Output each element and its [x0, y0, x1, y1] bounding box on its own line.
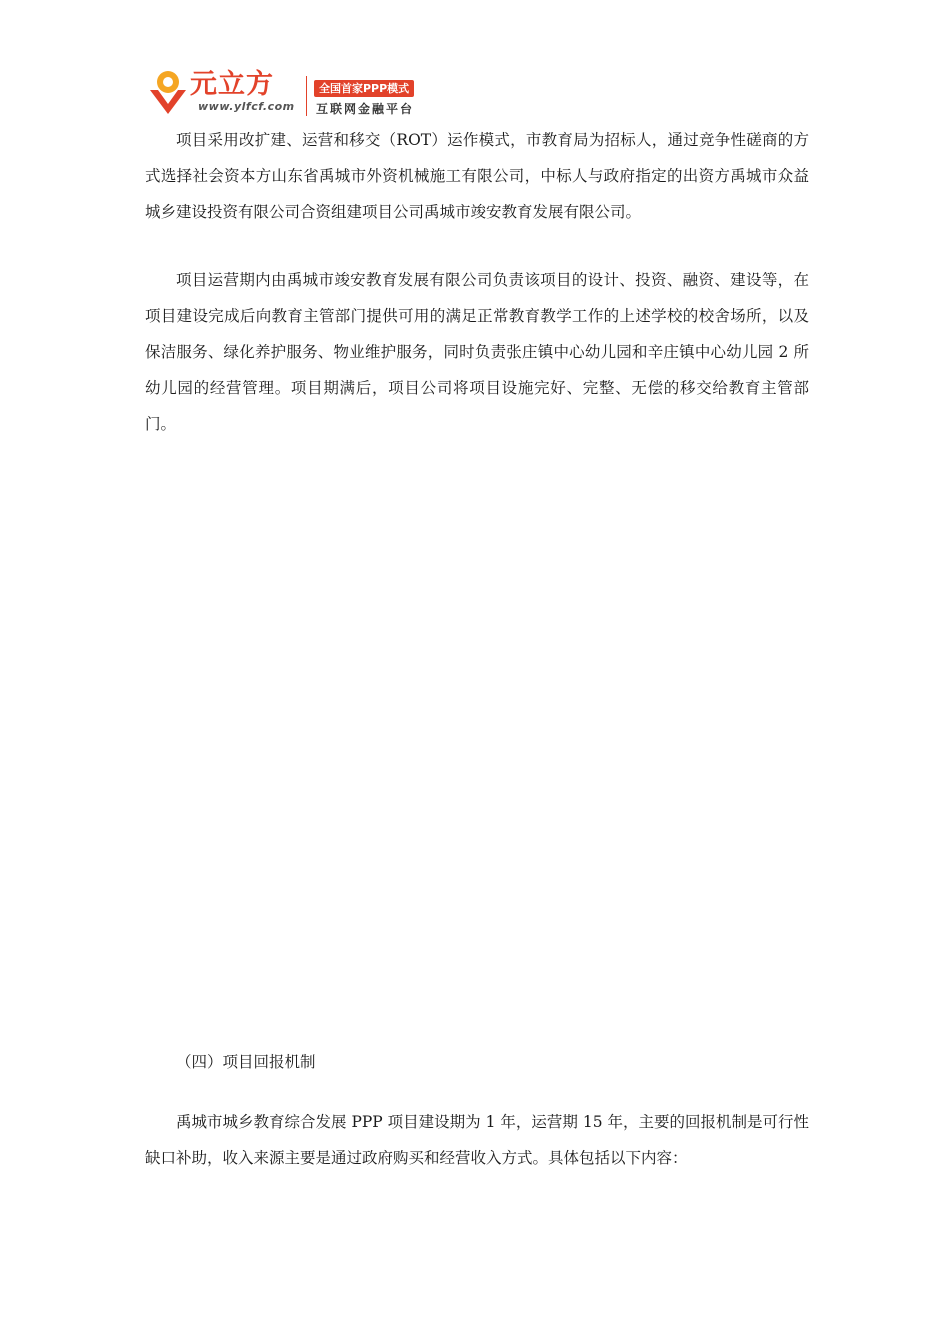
section-heading: （四）项目回报机制	[176, 1053, 316, 1071]
brand-name: 元立方	[190, 69, 274, 100]
paragraph-return-mechanism: 禹城市城乡教育综合发展 PPP 项目建设期为 1 年，运营期 15 年，主要的回报机制是可行性缺口补助，收入来源主要是通过政府购买和经营收入方式。具体包括以下内容：	[145, 1113, 809, 1167]
brand-url: www.ylfcf.com	[198, 100, 295, 113]
paragraph-operation-mode: 项目采用改扩建、运营和移交（ROT）运作模式，市教育局为招标人，通过竞争性磋商的方式选择社会资本方山东省禹城市外资机械施工有限公司，中标人与政府指定的出资方禹城市众益城乡建设投资有限公司合资组建项目公司禹城市竣安教育发展有限公司。	[145, 131, 809, 221]
logo-divider	[306, 76, 307, 116]
brand-logo	[146, 68, 418, 120]
brand-tagline: 互联网金融平台	[316, 102, 415, 116]
paragraph-operation-period: 项目运营期内由禹城市竣安教育发展有限公司负责该项目的设计、投资、融资、建设等，在项目建设完成后向教育主管部门提供可用的满足正常教育教学工作的上述学校的校舍场所，以及保洁服务、绿化养护服务、物业维护服务，同时负责张庄镇中心幼儿园和辛庄镇中心幼儿园 2 所幼儿园的经营管理。项目期满后，项目公司将项目设施完好、完整、无偿的移交给教育主管部门。	[145, 271, 809, 433]
logo-mark-icon	[146, 68, 190, 118]
brand-badge: 全国首家PPP模式	[314, 80, 414, 97]
